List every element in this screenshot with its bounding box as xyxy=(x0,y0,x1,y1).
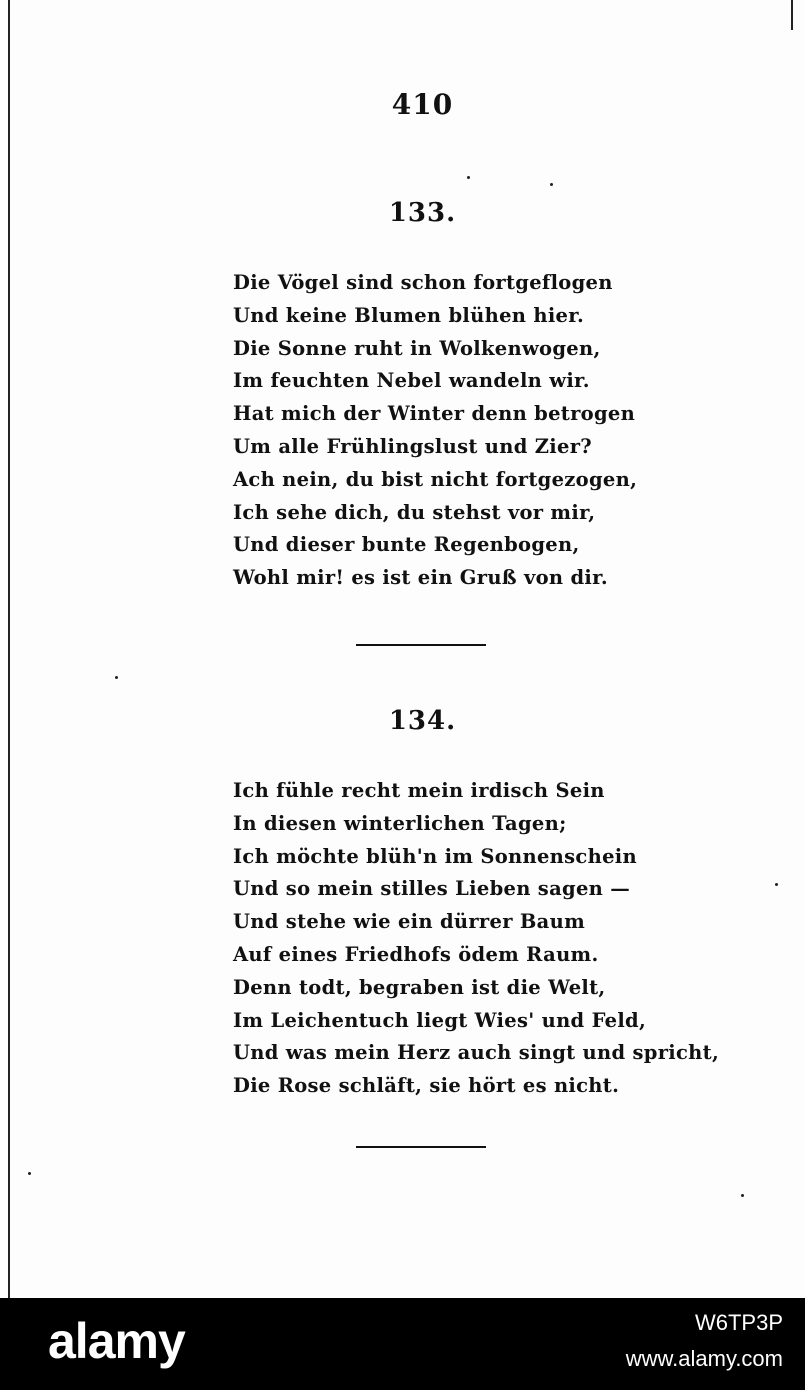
poem-line: Um alle Frühlingslust und Zier? xyxy=(233,434,592,458)
poem-line: Wohl mir! es ist ein Gruß von dir. xyxy=(233,566,609,590)
poem-line: In diesen winterlichen Tagen; xyxy=(233,811,567,835)
poem-line: Die Sonne ruht in Wolkenwogen, xyxy=(233,336,601,360)
poem-line: Ich sehe dich, du stehst vor mir, xyxy=(233,500,596,524)
print-speck xyxy=(115,676,118,679)
print-speck xyxy=(741,1194,744,1197)
poem-133 xyxy=(233,267,653,595)
section-divider xyxy=(356,644,486,646)
page-edge-right xyxy=(791,0,793,30)
print-speck xyxy=(775,883,778,886)
section-divider xyxy=(356,1146,486,1148)
alamy-logo: alamy xyxy=(48,1313,185,1369)
poem-line: Die Vögel sind schon fortgeflogen xyxy=(233,271,613,294)
page-number: 410 xyxy=(391,88,454,121)
page-edge-left xyxy=(8,0,10,1298)
poem-line: Und stehe wie ein dürrer Baum xyxy=(233,910,585,934)
poem-line: Ach nein, du bist nicht fortgezogen, xyxy=(233,467,638,491)
poem-line: Und was mein Herz auch singt und spricht, xyxy=(233,1041,720,1065)
poem-line: Denn todt, begraben ist die Welt, xyxy=(233,975,606,999)
image-id: W6TP3P xyxy=(694,1310,783,1335)
poem-line: Ich möchte blüh'n im Sonnenschein xyxy=(233,844,637,868)
poem-line: Und keine Blumen blühen hier. xyxy=(233,303,585,327)
poem-line: Und so mein stilles Lieben sagen — xyxy=(233,877,631,901)
print-speck xyxy=(28,1172,31,1175)
poem-line: Die Rose schläft, sie hört es nicht. xyxy=(233,1074,620,1098)
poem-line: Im Leichentuch liegt Wies' und Feld, xyxy=(233,1008,647,1032)
watermark-url: www.alamy.com xyxy=(625,1346,783,1371)
poem-number-134: 134. xyxy=(388,706,457,736)
poem-number-133: 133. xyxy=(388,198,457,228)
poem-line: Und dieser bunte Regenbogen, xyxy=(233,533,580,557)
poem-134 xyxy=(233,775,720,1103)
poem-line: Ich fühle recht mein irdisch Sein xyxy=(233,779,605,802)
poem-line: Auf eines Friedhofs ödem Raum. xyxy=(233,942,599,966)
print-speck xyxy=(467,176,470,179)
poem-line: Im feuchten Nebel wandeln wir. xyxy=(233,369,590,393)
print-speck xyxy=(550,183,553,186)
poem-line: Hat mich der Winter denn betrogen xyxy=(233,402,636,426)
watermark-bar xyxy=(0,1298,805,1390)
